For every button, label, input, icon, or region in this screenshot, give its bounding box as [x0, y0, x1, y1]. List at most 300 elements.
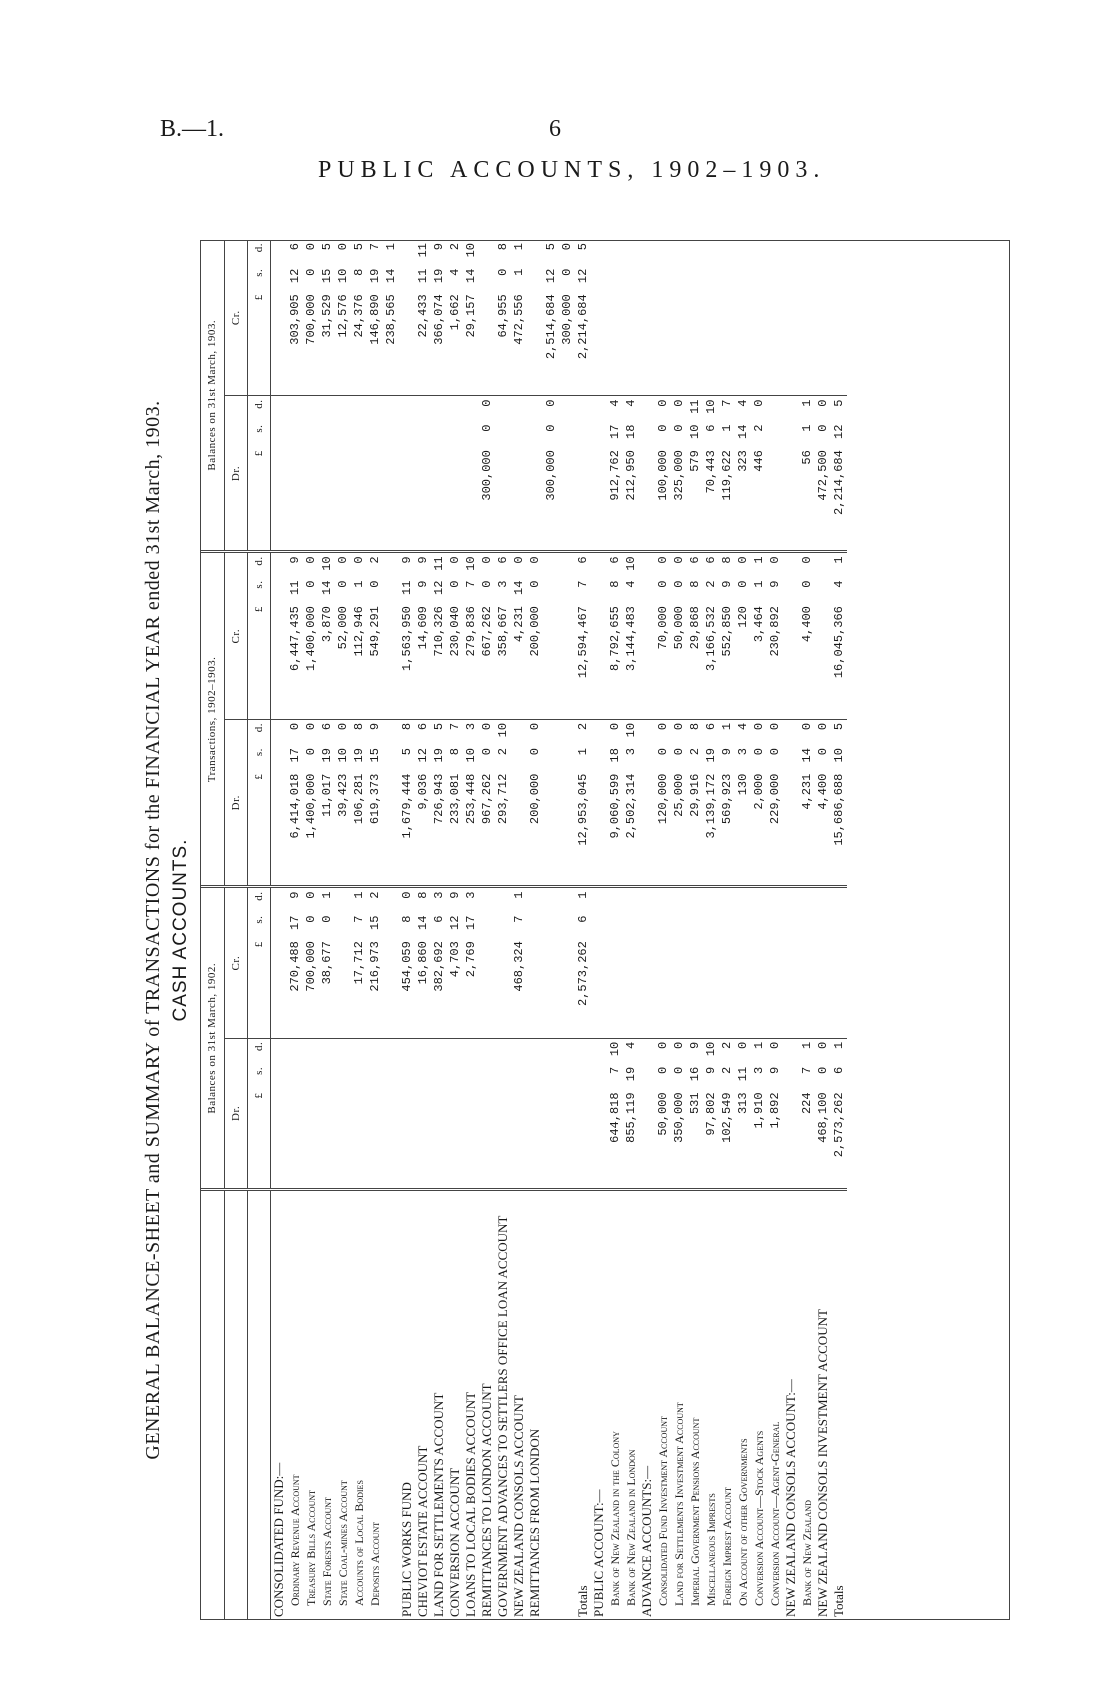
amount-cell: 25,000 — [671, 771, 687, 887]
amount-cell: 3,144,483 — [623, 603, 639, 719]
amount-cell: 0 — [656, 556, 670, 564]
amount-cell: 0 — [816, 748, 830, 756]
row-label: Conversion Account—Agent-General — [768, 1421, 782, 1606]
amount-cell — [687, 938, 703, 1038]
amount-cell: 446 — [751, 447, 767, 552]
row-label: NEW ZEALAND CONSOLS ACCOUNT — [511, 1395, 526, 1617]
header-balances-1903: Balances on 31st March, 1903. — [200, 240, 225, 552]
amount-cell: 2 — [368, 556, 382, 564]
amount-cell: 216,973 — [367, 938, 383, 1038]
amount-cell: 468,100 — [815, 1089, 831, 1189]
amount-cell: 10 — [464, 556, 478, 571]
amount-cell: 112,946 — [351, 603, 367, 719]
amount-cell — [319, 1064, 335, 1090]
amount-cell — [495, 938, 511, 1038]
amount-cell: 50,000 — [655, 1089, 671, 1189]
amount-cell: 967,262 — [479, 771, 495, 887]
amount-cell: 1 — [832, 1041, 846, 1049]
amount-cell — [559, 447, 575, 552]
amount-cell — [303, 1064, 319, 1090]
amount-cell: 2 — [720, 1041, 734, 1049]
amount-cell: 7 — [464, 580, 478, 588]
balance-sheet-rotated — [142, 240, 1010, 1620]
amount-cell — [271, 422, 288, 448]
row-label: State Forests Account — [320, 1497, 334, 1606]
table-row — [495, 240, 511, 1620]
amount-cell — [623, 266, 639, 292]
table-row — [751, 240, 767, 1620]
header-cr: Cr. — [225, 240, 248, 396]
header-dr: Dr. — [225, 719, 248, 887]
amount-cell — [767, 240, 783, 266]
amount-cell: 0 — [672, 424, 686, 432]
amount-cell: 9 — [720, 580, 734, 588]
amount-cell: 70,443 — [703, 447, 719, 552]
header-cr: Cr. — [225, 887, 248, 1038]
amount-cell — [703, 266, 719, 292]
amount-cell: 14 — [320, 580, 334, 595]
amount-cell: 17 — [464, 915, 478, 930]
amount-cell: 1 — [352, 580, 366, 588]
amount-cell — [655, 240, 671, 266]
amount-cell — [639, 771, 655, 887]
amount-cell: 0 — [496, 268, 510, 276]
amount-cell — [303, 447, 319, 552]
amount-cell — [271, 938, 288, 1038]
amount-cell — [527, 887, 543, 913]
balance-sheet-table — [200, 240, 847, 1620]
amount-cell — [767, 396, 783, 422]
amount-cell — [399, 240, 415, 266]
amount-cell — [639, 422, 655, 448]
amount-cell: 619,373 — [367, 771, 383, 887]
amount-cell — [591, 771, 607, 887]
amount-cell — [575, 396, 591, 422]
page-number: 6 — [549, 116, 561, 142]
amount-cell — [399, 396, 415, 422]
amount-cell — [527, 291, 543, 396]
table-row — [815, 240, 831, 1620]
amount-cell — [607, 887, 623, 913]
amount-cell — [591, 938, 607, 1038]
amount-cell: 7 — [368, 243, 382, 251]
amount-cell — [479, 913, 495, 939]
amount-cell: 4,400 — [799, 603, 815, 719]
unit-label: s. — [248, 745, 271, 771]
header-cr: Cr. — [225, 552, 248, 720]
amount-cell — [607, 291, 623, 396]
amount-cell: 0 — [672, 399, 686, 407]
amount-cell: 52,000 — [335, 603, 351, 719]
amount-cell — [559, 887, 575, 913]
amount-cell: 0 — [768, 748, 782, 756]
amount-cell: 0 — [672, 1066, 686, 1075]
amount-cell — [607, 938, 623, 1038]
amount-cell: 11 — [416, 243, 430, 258]
amount-cell — [575, 1038, 591, 1064]
amount-cell — [399, 266, 415, 292]
amount-cell: 238,565 — [383, 291, 399, 396]
amount-cell — [527, 240, 543, 266]
table-row — [623, 240, 639, 1620]
amount-cell — [655, 887, 671, 913]
amount-cell: 22,433 — [415, 291, 431, 396]
amount-cell: 0 — [752, 722, 766, 731]
amount-cell: 5 — [832, 722, 846, 731]
amount-cell — [447, 422, 463, 448]
amount-cell — [815, 266, 831, 292]
amount-cell — [559, 1089, 575, 1189]
amount-cell: 12 — [288, 268, 302, 284]
amount-cell — [367, 1038, 383, 1064]
amount-cell — [639, 1038, 655, 1064]
amount-cell — [511, 1064, 527, 1090]
amount-cell — [463, 447, 479, 552]
amount-cell: 5 — [432, 722, 446, 731]
table-row — [543, 240, 559, 1620]
row-label: Treasury Bills Account — [304, 1489, 318, 1606]
amount-cell — [543, 913, 559, 939]
amount-cell: 4 — [448, 268, 462, 276]
amount-cell: 3,166,532 — [703, 603, 719, 719]
amount-cell — [783, 603, 799, 719]
amount-cell: 15 — [368, 748, 382, 763]
amount-cell — [367, 422, 383, 448]
amount-cell: 50,000 — [671, 603, 687, 719]
amount-cell — [271, 1064, 288, 1090]
amount-cell: 7 — [720, 399, 734, 407]
amount-cell: 1 — [752, 1041, 766, 1049]
amount-cell: 0 — [480, 556, 494, 564]
amount-cell — [623, 240, 639, 266]
amount-cell: 6,414,018 — [287, 771, 303, 887]
amount-cell — [335, 447, 351, 552]
amount-cell: 6 — [432, 915, 446, 923]
amount-cell: 4,231 — [799, 771, 815, 887]
amount-cell — [719, 291, 735, 396]
amount-cell: 0 — [480, 580, 494, 588]
amount-cell — [511, 771, 527, 887]
amount-cell — [639, 291, 655, 396]
amount-cell: 0 — [752, 399, 766, 407]
amount-cell — [687, 240, 703, 266]
amount-cell: 2,514,684 — [543, 291, 559, 396]
amount-cell: 468,324 — [511, 938, 527, 1038]
amount-cell — [559, 578, 575, 604]
amount-cell: 303,905 — [287, 291, 303, 396]
amount-cell: 29,157 — [463, 291, 479, 396]
amount-cell: 7 — [352, 915, 366, 923]
row-label: Ordinary Revenue Account — [288, 1474, 302, 1606]
amount-cell: 1 — [832, 556, 846, 564]
amount-cell — [575, 422, 591, 448]
amount-cell: 10 — [496, 722, 510, 738]
amount-cell — [543, 887, 559, 913]
amount-cell: 325,000 — [671, 447, 687, 552]
header-dr: Dr. — [225, 396, 248, 552]
amount-cell: 19 — [352, 748, 366, 763]
amount-cell: 8 — [416, 891, 430, 899]
amount-cell — [479, 1089, 495, 1189]
amount-cell — [479, 1038, 495, 1064]
amount-cell — [735, 938, 751, 1038]
amount-cell — [511, 1038, 527, 1064]
amount-cell — [767, 266, 783, 292]
amount-cell — [351, 447, 367, 552]
amount-cell — [831, 240, 847, 266]
amount-cell: 24,376 — [351, 291, 367, 396]
amount-cell: 8 — [688, 722, 702, 731]
amount-cell — [415, 447, 431, 552]
table-row — [767, 240, 783, 1620]
amount-cell: 10 — [704, 1041, 718, 1057]
amount-cell — [639, 578, 655, 604]
amount-cell — [383, 1064, 399, 1090]
amount-cell — [639, 603, 655, 719]
table-row — [783, 240, 799, 1620]
amount-cell — [783, 396, 799, 422]
table-row — [607, 240, 623, 1620]
amount-cell — [671, 266, 687, 292]
amount-cell — [639, 1089, 655, 1189]
amount-cell: 200,000 — [527, 771, 543, 887]
amount-cell: 130 — [735, 771, 751, 887]
amount-cell — [335, 1089, 351, 1189]
amount-cell: 10 — [464, 243, 478, 258]
amount-cell — [559, 913, 575, 939]
amount-cell: 15,686,688 — [831, 771, 847, 887]
amount-cell: 6 — [832, 1066, 846, 1075]
amount-cell: 4 — [624, 1041, 638, 1049]
amount-cell: 2 — [448, 243, 462, 251]
amount-cell: 19 — [432, 748, 446, 763]
amount-cell: 29,916 — [687, 771, 703, 887]
amount-cell: 3 — [432, 891, 446, 899]
amount-cell: 1 — [800, 1041, 814, 1049]
amount-cell: 6 — [576, 556, 590, 564]
amount-cell — [271, 240, 288, 266]
amount-cell: 700,000 — [303, 938, 319, 1038]
amount-cell — [623, 913, 639, 939]
amount-cell — [591, 719, 607, 745]
amount-cell: 3,870 — [319, 603, 335, 719]
amount-cell — [543, 1089, 559, 1189]
amount-cell — [815, 938, 831, 1038]
amount-cell — [783, 771, 799, 887]
amount-cell: 1 — [512, 268, 526, 276]
amount-cell: 106,281 — [351, 771, 367, 887]
table-row — [383, 240, 399, 1620]
amount-cell: 350,000 — [671, 1089, 687, 1189]
unit-label: s. — [248, 913, 271, 939]
amount-cell — [431, 1064, 447, 1090]
amount-cell: 7 — [576, 580, 590, 588]
amount-cell — [271, 887, 288, 913]
amount-cell — [623, 887, 639, 913]
amount-cell: 9 — [720, 748, 734, 756]
amount-cell — [559, 1064, 575, 1090]
amount-cell — [399, 1089, 415, 1189]
amount-cell — [559, 771, 575, 887]
amount-cell — [527, 422, 543, 448]
amount-cell: 12,594,467 — [575, 603, 591, 719]
amount-cell: 0 — [736, 580, 750, 588]
amount-cell: 358,667 — [495, 603, 511, 719]
row-label: LAND FOR SETTLEMENTS ACCOUNT — [431, 1392, 446, 1617]
amount-cell: 1,662 — [447, 291, 463, 396]
amount-cell: 8 — [720, 556, 734, 564]
amount-cell — [463, 1064, 479, 1090]
row-label: Consolidated Fund Investment Account — [656, 1416, 670, 1606]
amount-cell — [271, 447, 288, 552]
amount-cell: 10 — [688, 424, 702, 439]
row-label: ADVANCE ACCOUNTS:— — [639, 1465, 654, 1617]
amount-cell: 9,060,599 — [607, 771, 623, 887]
amount-cell: 10 — [608, 1041, 622, 1057]
amount-cell: 313 — [735, 1089, 751, 1189]
unit-label: d. — [248, 887, 271, 913]
amount-cell — [383, 913, 399, 939]
row-label: On Account of other Governments — [736, 1438, 750, 1606]
amount-cell: 56 — [799, 447, 815, 552]
amount-cell: 9 — [448, 891, 462, 899]
amount-cell: 0 — [304, 556, 318, 564]
amount-cell — [287, 422, 303, 448]
amount-cell — [783, 447, 799, 552]
amount-cell — [495, 396, 511, 422]
amount-cell — [591, 552, 607, 578]
amount-cell — [751, 938, 767, 1038]
unit-label: £ — [248, 938, 271, 1038]
amount-cell — [591, 447, 607, 552]
amount-cell: 569,923 — [719, 771, 735, 887]
amount-cell: 3 — [496, 580, 510, 588]
amount-cell: 5 — [320, 243, 334, 251]
amount-cell — [815, 578, 831, 604]
amount-cell — [319, 447, 335, 552]
amount-cell: 0 — [656, 580, 670, 588]
amount-cell: 2 — [496, 748, 510, 756]
amount-cell — [607, 266, 623, 292]
unit-label: d. — [248, 396, 271, 422]
row-label: Miscellaneous Imprests — [704, 1493, 718, 1606]
amount-cell — [335, 1064, 351, 1090]
row-label: Conversion Account—Stock Agents — [752, 1430, 766, 1606]
amount-cell — [591, 1089, 607, 1189]
amount-cell: 2,769 — [463, 938, 479, 1038]
unit-label: d. — [248, 719, 271, 745]
amount-cell — [799, 291, 815, 396]
amount-cell — [783, 719, 799, 745]
amount-cell: 15 — [320, 268, 334, 284]
amount-cell: 1,400,000 — [303, 771, 319, 887]
amount-cell: 5 — [400, 748, 414, 756]
table-title: GENERAL BALANCE-SHEET and SUMMARY of TRANSACTIONS for the FINANCIAL YEAR ended 31st March, 1903. — [142, 400, 164, 1460]
amount-cell: 38,677 — [319, 938, 335, 1038]
amount-cell — [383, 603, 399, 719]
table-row — [479, 240, 495, 1620]
amount-cell: 0 — [480, 722, 494, 731]
amount-cell: 9 — [688, 1041, 702, 1049]
amount-cell: 0 — [752, 748, 766, 756]
amount-cell — [783, 913, 799, 939]
table-row — [703, 240, 719, 1620]
amount-cell — [415, 1038, 431, 1064]
row-label: Totals — [575, 1585, 590, 1617]
amount-cell: 1 — [512, 891, 526, 899]
table-row — [687, 240, 703, 1620]
amount-cell — [815, 603, 831, 719]
amount-cell — [383, 719, 399, 745]
table-row — [671, 240, 687, 1620]
unit-label: d. — [248, 1038, 271, 1064]
row-label: Bank of New Zealand in the Colony — [608, 1431, 622, 1606]
amount-cell — [767, 913, 783, 939]
amount-cell: 2,214,684 — [831, 447, 847, 552]
amount-cell: 14 — [416, 915, 430, 930]
amount-cell: 579 — [687, 447, 703, 552]
amount-cell — [783, 887, 799, 913]
table-row — [719, 240, 735, 1620]
amount-cell: 472,500 — [815, 447, 831, 552]
amount-cell — [735, 887, 751, 913]
amount-cell — [543, 552, 559, 578]
amount-cell — [335, 422, 351, 448]
amount-cell — [415, 1089, 431, 1189]
amount-cell: 9 — [288, 891, 302, 899]
row-label — [383, 1190, 399, 1621]
amount-cell — [543, 1064, 559, 1090]
amount-cell — [799, 240, 815, 266]
amount-cell: 16,045,366 — [831, 603, 847, 719]
amount-cell: 2 — [688, 748, 702, 756]
amount-cell — [655, 291, 671, 396]
table-row — [271, 240, 288, 1620]
row-label: REMITTANCES TO LONDON ACCOUNT — [479, 1383, 494, 1617]
amount-cell — [591, 745, 607, 771]
amount-cell: 2 — [752, 424, 766, 432]
amount-cell: 1 — [352, 891, 366, 899]
amount-cell — [351, 396, 367, 422]
amount-cell: 0 — [816, 1041, 830, 1049]
amount-cell: 230,040 — [447, 603, 463, 719]
amount-cell — [287, 396, 303, 422]
amount-cell — [271, 1089, 288, 1189]
amount-cell: 1 — [576, 748, 590, 756]
amount-cell: 0 — [672, 722, 686, 731]
amount-cell — [591, 1038, 607, 1064]
table-row — [831, 240, 847, 1620]
amount-cell: 253,448 — [463, 771, 479, 887]
amount-cell: 0 — [656, 1041, 670, 1049]
amount-cell — [719, 887, 735, 913]
amount-cell: 6 — [496, 556, 510, 564]
amount-cell: 11 — [736, 1066, 750, 1082]
amount-cell — [511, 447, 527, 552]
amount-cell — [703, 240, 719, 266]
amount-cell: 10 — [464, 748, 478, 763]
amount-cell: 39,423 — [335, 771, 351, 887]
amount-cell: 710,326 — [431, 603, 447, 719]
row-label: CONVERSION ACCOUNT — [447, 1467, 462, 1617]
amount-cell — [831, 266, 847, 292]
amount-cell — [271, 913, 288, 939]
amount-cell — [495, 447, 511, 552]
amount-cell: 7 — [608, 1066, 622, 1075]
amount-cell — [271, 396, 288, 422]
amount-cell — [671, 887, 687, 913]
amount-cell — [591, 396, 607, 422]
